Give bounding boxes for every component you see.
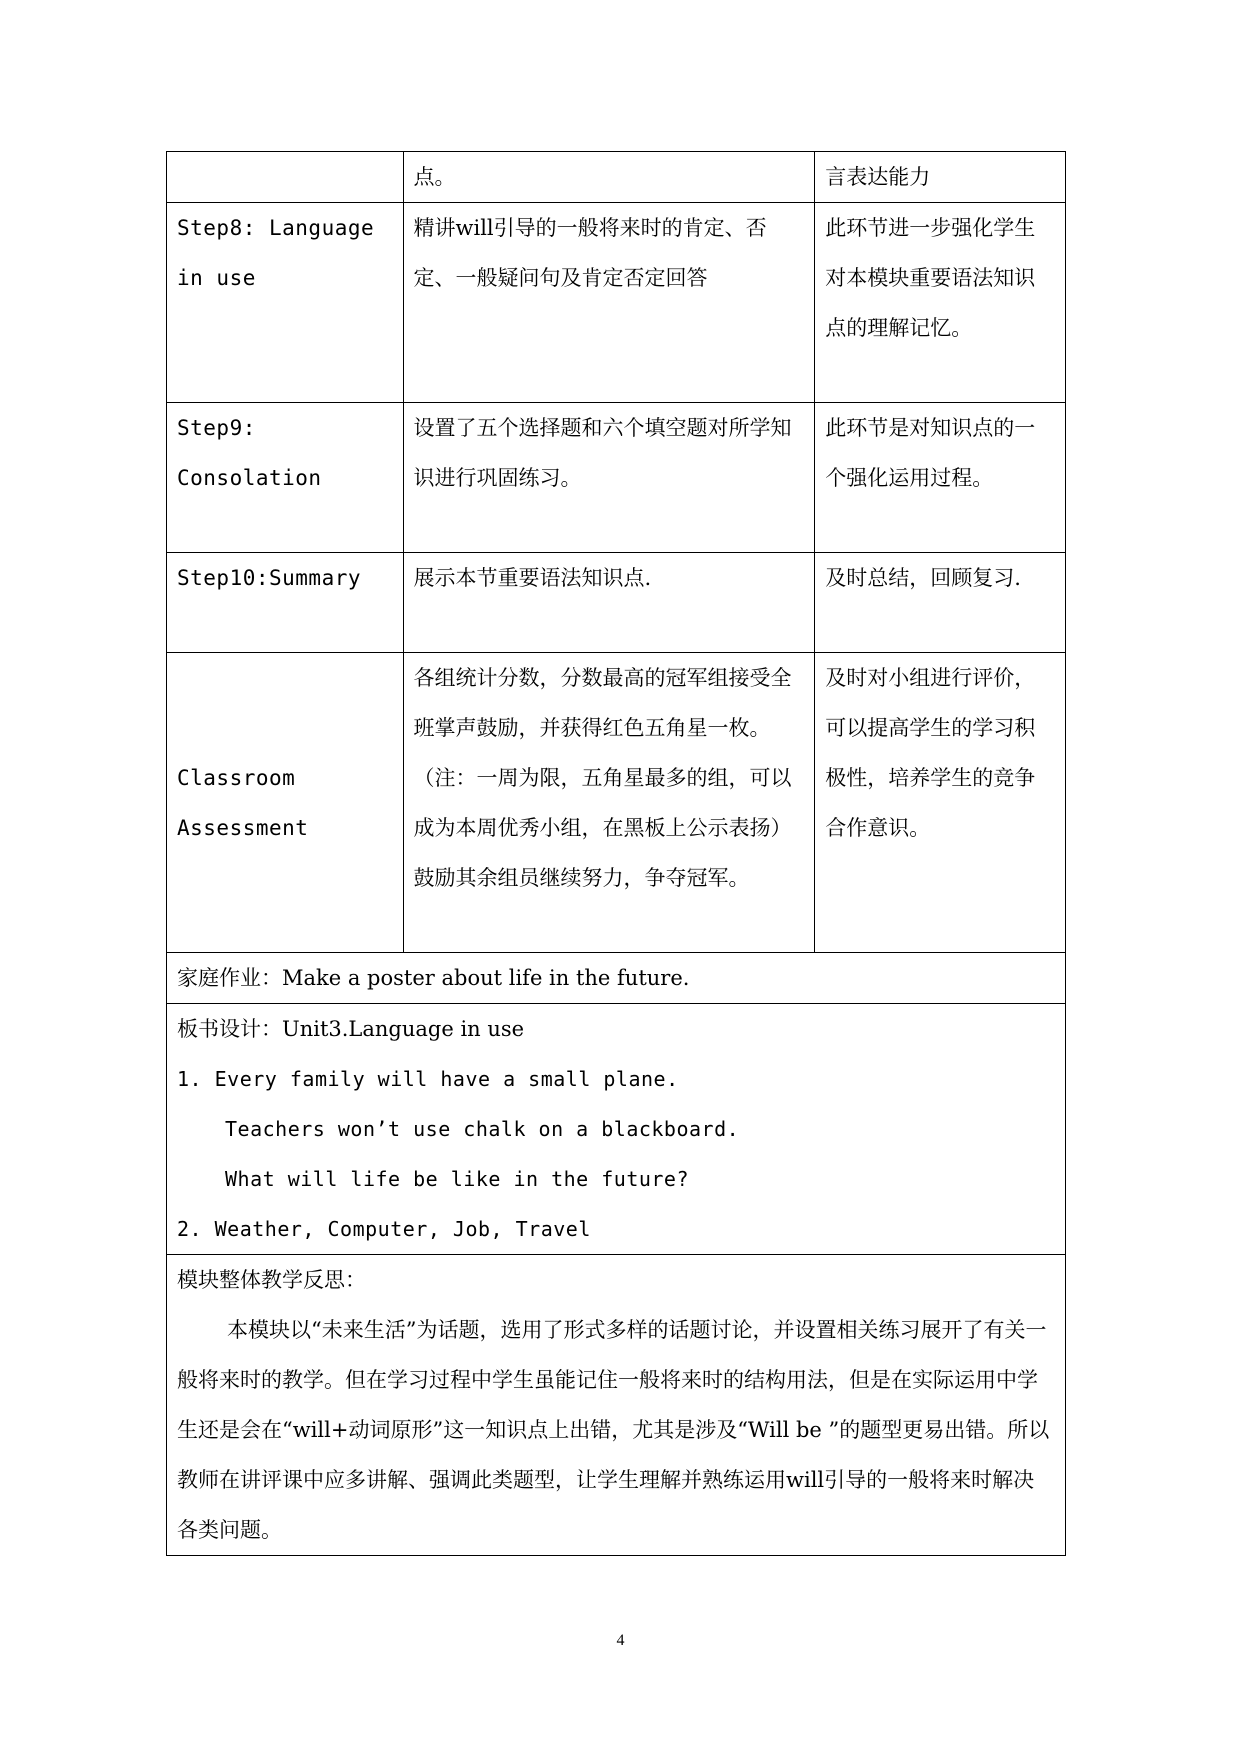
homework-cell: 家庭作业：Make a poster about life in the future. [167,953,1066,1004]
step-cell: Classroom Assessment [167,653,404,953]
reflection-title: 模块整体教学反思： [177,1268,366,1292]
board-line: 1. Every family will have a small plane. [177,1067,679,1091]
content-cell: 各组统计分数，分数最高的冠军组接受全班掌声鼓励，并获得红色五角星一枚。（注：一周为限，五角星最多的组，可以成为本周优秀小组，在黑板上公示表扬）鼓励其余组员继续努力，争夺冠军。 [403,653,815,953]
reflection-row [167,1255,1066,1556]
table-row [167,152,1066,203]
table-row [167,553,1066,653]
step-cell: Step8: Language in use [167,203,404,403]
content-cell: 点。 [403,152,815,203]
purpose-cell: 此环节进一步强化学生对本模块重要语法知识点的理解记忆。 [815,203,1066,403]
table-row [167,203,1066,403]
reflection-body: 本模块以“未来生活”为话题，选用了形式多样的话题讨论，并设置相关练习展开了有关一般将来时的教学。但在学习过程中学生虽能记住一般将来时的结构用法，但是在实际运用中学生还是会在“will+动词原形”这一知识点上出错，尤其是涉及“Will be ”的题型更易出错。所以教师在讲评课中应多讲解、强调此类题型，让学生理解并熟练运用will引导的一般将来时解决各类问题。 [177,1318,1050,1542]
board-design-row [167,1004,1066,1255]
lesson-plan-table [166,151,1066,1556]
purpose-cell: 及时对小组进行评价，可以提高学生的学习积极性，培养学生的竞争合作意识。 [815,653,1066,953]
content-cell: 精讲will引导的一般将来时的肯定、否定、一般疑问句及肯定否定回答 [403,203,815,403]
homework-row [167,953,1066,1004]
step-cell: Step10:Summary [167,553,404,653]
board-design-cell [167,1004,1066,1255]
reflection-cell [167,1255,1066,1556]
step-cell: Step9: Consolation [167,403,404,553]
content-cell: 设置了五个选择题和六个填空题对所学知识进行巩固练习。 [403,403,815,553]
table-row [167,403,1066,553]
table-row [167,653,1066,953]
board-design-title: 板书设计：Unit3.Language in use [177,1017,525,1041]
board-line: 2. Weather, Computer, Job, Travel [177,1217,591,1241]
content-cell: 展示本节重要语法知识点. [403,553,815,653]
page-number: 4 [616,1632,625,1649]
board-line: What will life be like in the future? [225,1167,690,1191]
purpose-cell: 及时总结，回顾复习. [815,553,1066,653]
board-line: Teachers won’t use chalk on a blackboard. [225,1117,740,1141]
purpose-cell: 此环节是对知识点的一个强化运用过程。 [815,403,1066,553]
step-cell [167,152,404,203]
purpose-cell: 言表达能力 [815,152,1066,203]
